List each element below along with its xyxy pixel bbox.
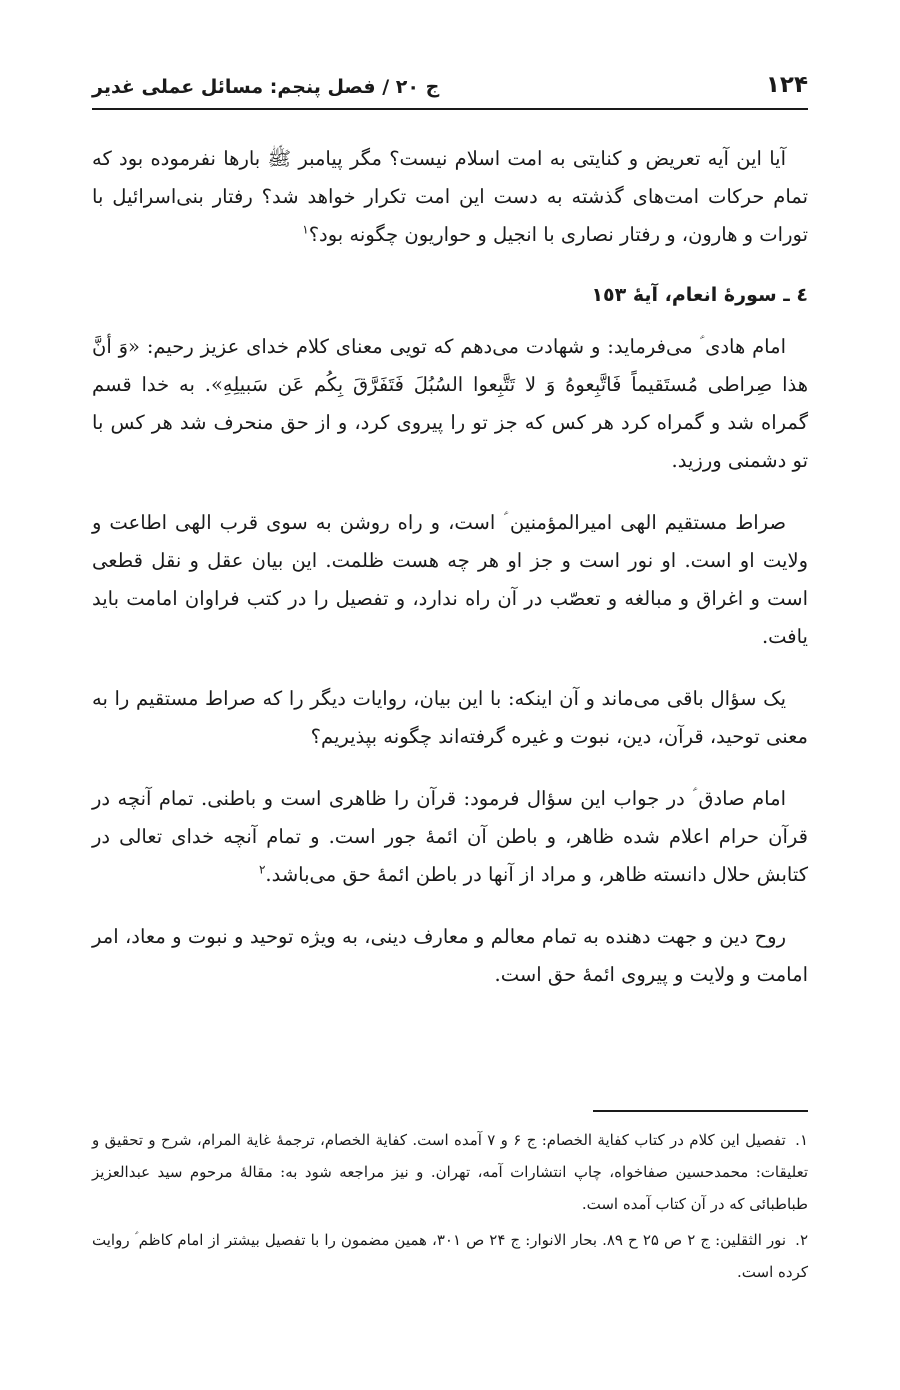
section-heading: ٤ ـ سورۀ انعام، آیۀ ١٥٣ [591, 284, 808, 306]
footnote-ref-2[interactable]: ۲ [258, 862, 266, 877]
paragraph-1 [92, 140, 808, 254]
page-number: ۱۲۴ [765, 72, 808, 98]
footnote-1 [92, 1124, 808, 1220]
footnote-2-text: نور الثقلین: ج ۲ ص ۲۵ ح ۸۹. بحار الانوار: ج ۲۴ ص ۳۰۱، همین مضمون را با تفصیل بیشتر از امام کاظم ؑ روایت کرده است. [92, 1231, 808, 1281]
footnote-2-number: ۲. [795, 1231, 809, 1249]
footnote-ref-1[interactable]: ۱ [302, 222, 309, 237]
book-page [92, 0, 808, 1390]
main-text [92, 140, 808, 1018]
footnote-1-text: تفصیل این کلام در کتاب کفایة الخصام: ج ۶ و ۷ آمده است. کفایة الخصام، ترجمۀ غایة المرام، شرح و تحقیق و تعلیقات: محمدحسین صفاخواه، چاپ انتشارات آمه، تهران. و نیز مراجعه شود به: مقالۀ مرحوم سید عبدالعزیز طباطبائی که در آن کتاب آمده است. [92, 1131, 808, 1213]
running-header [92, 68, 808, 110]
footnote-divider [593, 1110, 808, 1112]
footnotes [92, 1124, 808, 1292]
footnote-2 [92, 1224, 808, 1288]
quran-verse: «وَ أنَّ هذا صِراطی مُستَقیماً فَاتَّبِعوهُ وَ لا تَتَّبِعوا السُبُلَ فَتَفَرَّقَ بِکُم عَن سَبیلِهِ». [92, 335, 809, 396]
running-header-title: ج ۲۰ / فصل پنجم: مسائل عملی غدیر [92, 76, 440, 98]
paragraph-2-rest: به خدا قسم گمراه شد و گمراه کرد هر کس که جز تو را پیروی کرد، و از حق منحرف شد هر کس با تو دشمنی ورزید. [92, 373, 808, 472]
paragraph-2-intro: امام هادی ؑ می‌فرماید: و شهادت می‌دهم که تویی معنای کلام خدای عزیز رحیم: [146, 335, 786, 358]
paragraph-1-text: آیا این آیه تعریض و کنایتی به امت اسلام نیست؟ مگر پیامبر ﷺ بارها نفرموده بود که تمام حرکات امت‌های گذشته به دست این امت تکرار خواهد شد؟ رفتار بنی‌اسرائیل با تورات و هارون، و رفتار نصاری با انجیل و حواریون چگونه بود؟ [92, 147, 808, 246]
paragraph-6: روح دین و جهت دهنده به تمام معالم و معارف دینی، به ویژه توحید و نبوت و معاد، امر امامت و ولایت و پیروی ائمۀ حق است. [92, 925, 808, 986]
paragraph-3: صراط مستقیم الهی امیرالمؤمنین ؑ است، و راه روشن به سوی قرب الهی اطاعت و ولایت او است. او نور است و جز او هر چه هست ظلمت. این بیان عقل و نقل قطعی است و اغراق و مبالغه و تعصّب در آن راه ندارد، و تفصیل را در کتب فراوان امامت باید یافت. [92, 511, 808, 648]
footnote-1-number: ۱. [795, 1131, 808, 1149]
paragraph-2 [92, 328, 808, 480]
paragraph-5 [92, 780, 808, 894]
paragraph-4: یک سؤال باقی می‌ماند و آن اینکه: با این بیان، روایات دیگر را که صراط مستقیم را به معنی توحید، قرآن، دین، نبوت و غیره گرفته‌اند چگونه بپذیریم؟ [92, 687, 808, 748]
paragraph-5-text: امام صادق ؑ در جواب این سؤال فرمود: قرآن را ظاهری است و باطنی. تمام آنچه در قرآن حرام اعلام شده ظاهر، و باطن آن ائمۀ جور است. و تمام آنچه خدای تعالی در کتابش حلال دانسته ظاهر، و مراد از آنها در باطن ائمۀ حق می‌باشد. [92, 787, 808, 886]
